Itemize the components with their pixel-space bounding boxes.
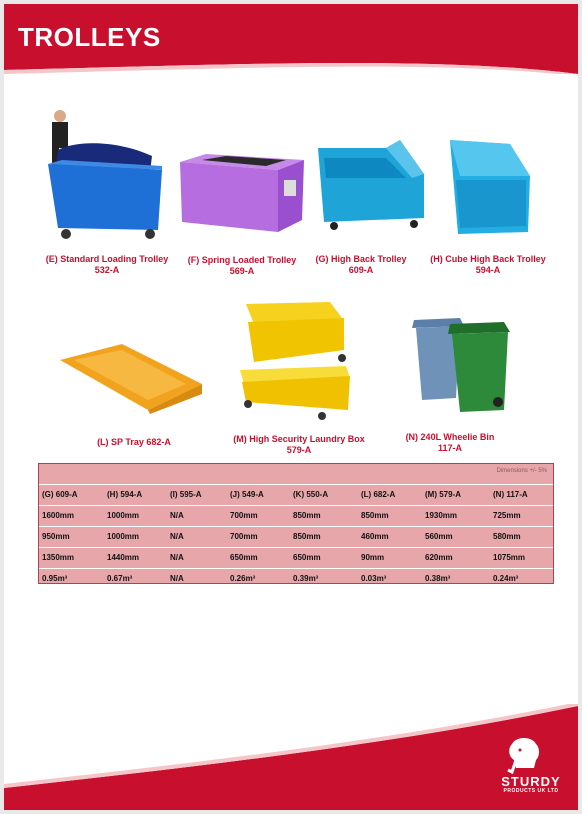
table-cell: 0.95m³ (42, 574, 68, 583)
product-name-e: (E) Standard Loading Trolley (45, 254, 169, 264)
table-row (39, 568, 553, 589)
table-header-cell: (M) 579-A (425, 490, 462, 499)
table-cell: 0.67m³ (107, 574, 133, 583)
product-name-l: (L) SP Tray 682-A (97, 437, 171, 447)
table-cell: 460mm (361, 532, 389, 541)
wheelie-bin-image (408, 314, 518, 414)
table-cell: N/A (170, 511, 184, 520)
dimensions-note: Dimensions +/- 5% (496, 468, 547, 474)
product-ref-m: 579-A (286, 445, 312, 455)
catalog-page (4, 4, 578, 810)
table-cell: 700mm (230, 511, 258, 520)
table-cell: 0.26m³ (230, 574, 256, 583)
product-ref-n: 117-A (437, 443, 463, 453)
table-cell: 1000mm (107, 532, 140, 541)
product-caption-l (74, 437, 194, 448)
blue-loading-trolley-image (42, 104, 166, 242)
purple-spring-trolley-image (176, 152, 306, 238)
table-cell: 0.38m³ (425, 574, 451, 583)
table-cell: 580mm (493, 532, 521, 541)
dimensions-table (38, 463, 554, 584)
table-header-cell: (I) 595-A (170, 490, 202, 499)
product-ref-e: 532-A (94, 265, 120, 275)
table-cell: 1075mm (493, 553, 526, 562)
table-cell: 1350mm (42, 553, 75, 562)
product-name-h: (H) Cube High Back Trolley (430, 254, 546, 264)
product-caption-f (172, 255, 312, 277)
product-name-m: (M) High Security Laundry Box (233, 434, 365, 444)
product-caption-n (390, 432, 510, 454)
table-cell: 90mm (361, 553, 385, 562)
table-cell: 1000mm (107, 511, 140, 520)
table-header-row (39, 484, 553, 505)
table-cell: 725mm (493, 511, 521, 520)
table-cell: 700mm (230, 532, 258, 541)
table-row (39, 526, 553, 547)
product-ref-f: 569-A (229, 266, 255, 276)
product-caption-g (306, 254, 416, 276)
table-header-cell: (G) 609-A (42, 490, 78, 499)
table-row (39, 547, 553, 568)
product-ref-h: 594-A (475, 265, 501, 275)
yellow-laundry-box-image (234, 300, 358, 424)
table-cell: 850mm (293, 511, 321, 520)
product-caption-h (418, 254, 558, 276)
table-header-cell: (N) 117-A (493, 490, 528, 499)
table-header-cell: (H) 594-A (107, 490, 143, 499)
table-cell: 1440mm (107, 553, 140, 562)
logo-text: STURDY (501, 774, 561, 789)
table-cell: 950mm (42, 532, 70, 541)
blue-high-back-trolley-image (316, 138, 426, 232)
product-name-n: (N) 240L Wheelie Bin (405, 432, 495, 442)
table-cell: N/A (170, 553, 184, 562)
product-caption-m (224, 434, 374, 456)
table-cell: 1930mm (425, 511, 458, 520)
logo-subtext: PRODUCTS UK LTD (503, 788, 559, 794)
table-row (39, 505, 553, 526)
table-cell: 650mm (293, 553, 321, 562)
table-header-cell: (K) 550-A (293, 490, 329, 499)
table-cell: 1600mm (42, 511, 75, 520)
table-header-cell: (L) 682-A (361, 490, 396, 499)
blue-cube-trolley-image (444, 136, 532, 240)
table-cell: 560mm (425, 532, 453, 541)
table-cell: 620mm (425, 553, 453, 562)
table-cell: 0.39m³ (293, 574, 319, 583)
table-header-cell: (J) 549-A (230, 490, 264, 499)
product-name-g: (G) High Back Trolley (315, 254, 407, 264)
orange-tray-image (58, 340, 204, 414)
page-title: TROLLEYS (18, 22, 161, 52)
product-ref-g: 609-A (348, 265, 374, 275)
table-cell: 850mm (361, 511, 389, 520)
table-cell: 850mm (293, 532, 321, 541)
table-cell: 650mm (230, 553, 258, 562)
table-cell: 0.24m³ (493, 574, 519, 583)
table-cell: N/A (170, 574, 184, 583)
table-cell: 0.03m³ (361, 574, 387, 583)
table-cell: N/A (170, 532, 184, 541)
product-name-f: (F) Spring Loaded Trolley (187, 255, 297, 265)
product-caption-e (32, 254, 182, 276)
